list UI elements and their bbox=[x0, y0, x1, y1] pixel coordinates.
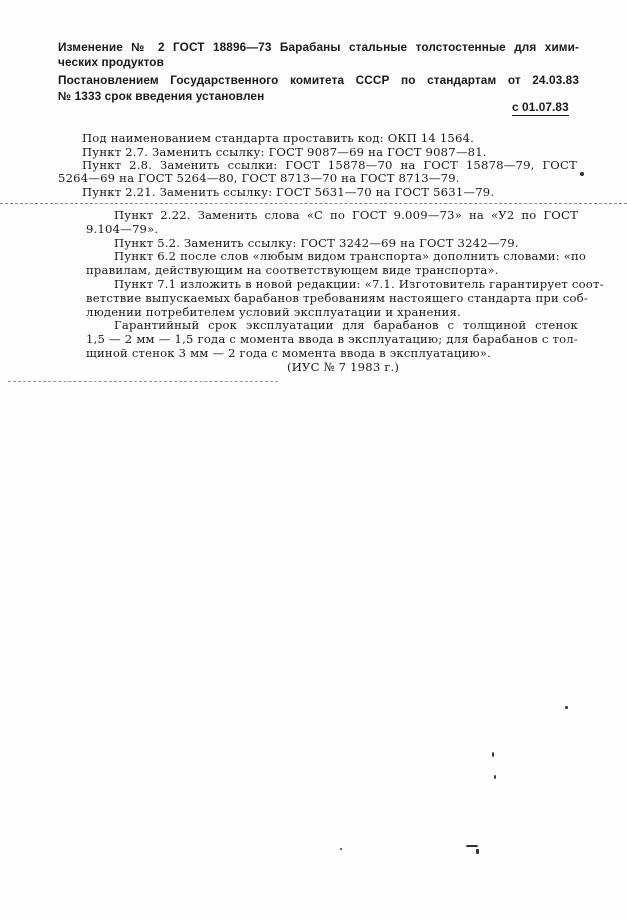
change-title-continuation: ческих продуктов bbox=[58, 55, 164, 69]
scan-speck bbox=[580, 172, 584, 176]
clause-2-22: Пункт 2.22. Заменить слова «С по ГОСТ 9.009—73» на «У2 по ГОСТ bbox=[114, 208, 578, 222]
warranty-paragraph-line2: 1,5 — 2 мм — 1,5 года с момента ввода в эксплуатацию; для барабанов с тол- bbox=[86, 332, 578, 346]
clause-2-8-continuation: 5264—69 на ГОСТ 5264—80, ГОСТ 8713—70 на ГОСТ 8713—79. bbox=[58, 171, 460, 185]
clause-7-1-line3: людении потребителем условий эксплуатации и хранения. bbox=[86, 305, 461, 319]
scan-speck bbox=[340, 848, 342, 850]
decree-text: Постановлением Государственного комитета СССР по стандартам от 24.03.83 bbox=[58, 73, 579, 87]
scan-divider-short bbox=[8, 381, 278, 382]
clause-2-22-continuation: 9.104—79». bbox=[86, 222, 159, 236]
decree-text-continuation: № 1333 срок введения установлен bbox=[58, 89, 265, 103]
clause-2-7: Пункт 2.7. Заменить ссылку: ГОСТ 9087—69 на ГОСТ 9087—81. bbox=[82, 145, 487, 159]
effective-date: с 01.07.83 bbox=[512, 100, 569, 114]
clause-7-1: Пункт 7.1 изложить в новой редакции: «7.1. Изготовитель гарантирует соот- bbox=[114, 277, 604, 291]
scan-speck bbox=[565, 706, 568, 709]
change-title: Изменение № 2 ГОСТ 18896—73 Барабаны стальные толстостенные для хими- bbox=[58, 40, 579, 54]
scan-speck bbox=[492, 752, 494, 757]
clause-7-1-line2: ветствие выпускаемых барабанов требованиям настоящего стандарта при соб- bbox=[86, 291, 588, 305]
scan-speck bbox=[476, 849, 479, 854]
clause-5-2: Пункт 5.2. Заменить ссылку: ГОСТ 3242—69 на ГОСТ 3242—79. bbox=[114, 236, 519, 250]
scan-speck bbox=[466, 845, 478, 847]
scan-speck bbox=[494, 775, 496, 779]
warranty-paragraph: Гарантийный срок эксплуатации для барабанов с толщиной стенок bbox=[114, 318, 578, 332]
clause-6-2-continuation: правилам, действующим на соответствующем виде транспорта». bbox=[86, 263, 499, 277]
source-reference: (ИУС № 7 1983 г.) bbox=[287, 360, 400, 374]
clause-6-2: Пункт 6.2 после слов «любым видом транспорта» дополнить словами: «по bbox=[114, 249, 587, 263]
clause-2-8: Пункт 2.8. Заменить ссылки: ГОСТ 15878—70 на ГОСТ 15878—79, ГОСТ bbox=[82, 158, 577, 172]
okp-code-paragraph: Под наименованием стандарта проставить код: ОКП 14 1564. bbox=[82, 131, 475, 145]
clause-2-21: Пункт 2.21. Заменить ссылку: ГОСТ 5631—70 на ГОСТ 5631—79. bbox=[82, 185, 495, 199]
warranty-paragraph-line3: щиной стенок 3 мм — 2 года с момента ввода в эксплуатацию». bbox=[86, 346, 491, 360]
scan-divider bbox=[0, 203, 627, 204]
